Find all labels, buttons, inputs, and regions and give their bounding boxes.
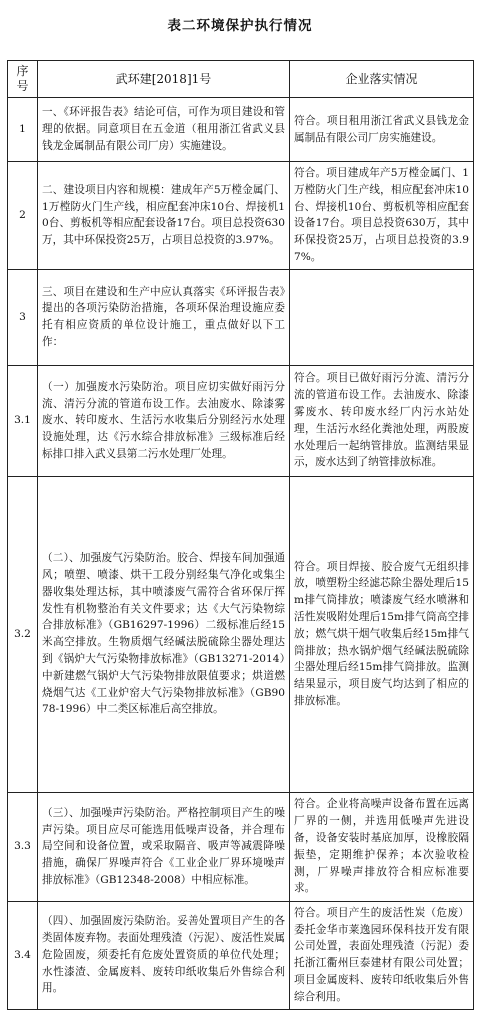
implementation-cell xyxy=(290,269,474,365)
environment-protection-table xyxy=(7,60,474,1010)
implementation-cell: 符合。项目已做好雨污分流、清污分流的管道布设工作。去油废水、除漆雾废水、转印废水经厂内污水站处理，生活污水经化粪池处理，两股废水处理后一起纳管排放。监测结果显示，废水达到了纳管排放标准。 xyxy=(290,365,474,476)
row-number: 3.1 xyxy=(8,365,38,476)
requirement-cell: （三）、加强噪声污染防治。严格控制项目产生的噪声污染。项目应尽可能选用低噪声设备，并合理布局空间和设备位置，或采取隔音、吸声等减震降噪措施，确保厂界噪声符合《工业企业厂界环境噪声排放标准》（GB12348-2008）中相应标准。 xyxy=(38,792,290,901)
requirement-cell: 三、项目在建设和生产中应认真落实《环评报告表》提出的各项污染防治措施，各项环保治理设施应委托有相应资质的单位设计施工，重点做好以下工作： xyxy=(38,269,290,365)
row-number: 3.4 xyxy=(8,901,38,1009)
requirement-cell: 二、建设项目内容和规模：建成年产5万樘金属门、1万樘防火门生产线，相应配套冲床10台、焊接机10台、剪板机等相应配套设备17台。项目总投资630万，其中环保投资25万，占项目总投资的3.97%。 xyxy=(38,162,290,270)
row-number: 3.3 xyxy=(8,792,38,901)
implementation-cell: 符合。项目建成年产5万樘金属门、1万樘防火门生产线，相应配套冲床10台、焊接机10台、剪板机等相应配套设备17台。项目总投资630万，其中环保投资25万，占项目总投资的3.97%。 xyxy=(290,162,474,270)
implementation-cell: 符合。项目焊接、胶合废气无组织排放，喷塑粉尘经滤芯除尘器处理后15m排气筒排放；喷漆废气经水喷淋和活性炭吸附处理后15m排气筒高空排放；燃气烘干烟气收集后经15m排气筒排放；热水锅炉烟气经碱法脱硫除尘器处理后经15m排气筒排放。监测结果显示，项目废气均达到了相应的排放标准。 xyxy=(290,476,474,792)
requirement-cell: （四）、加强固废污染防治。妥善处置项目产生的各类固体废弃物。表面处理残渣（污泥）、废活性炭属危险固废，须委托有危废处置资质的单位代处理；水性漆渣、金属废料、废转印纸收集后外售综合利用。 xyxy=(38,901,290,1009)
table-row xyxy=(8,792,474,901)
header-implementation: 企业落实情况 xyxy=(290,61,474,98)
table-row xyxy=(8,162,474,270)
table-row xyxy=(8,98,474,162)
table-row xyxy=(8,269,474,365)
header-requirement: 武环建[2018]1号 xyxy=(38,61,290,98)
requirement-cell: （一）加强废水污染防治。项目应切实做好雨污分流、清污分流的管道布设工作。去油废水、除漆雾废水、转印废水、生活污水收集后分别经污水处理设施处理，达《污水综合排放标准》三级标准后经标排口排入武义县第二污水处理厂处理。 xyxy=(38,365,290,476)
row-number: 2 xyxy=(8,162,38,270)
row-number: 3.2 xyxy=(8,476,38,792)
implementation-cell: 符合。企业将高噪声设备布置在远离厂界的一侧，并选用低噪声先进设备，设备安装时基底加厚，设橡胶隔振垫，定期维护保养；本次验收检测，厂界噪声排放符合相应标准要求。 xyxy=(290,792,474,901)
table-row xyxy=(8,476,474,792)
table-row xyxy=(8,901,474,1009)
requirement-cell: 一、《环评报告表》结论可信，可作为项目建设和管理的依据。同意项目在五金道（租用浙江省武义县钱龙金属制品有限公司厂房）实施建设。 xyxy=(38,98,290,162)
header-seq: 序号 xyxy=(8,61,38,98)
table-header-row xyxy=(8,61,474,98)
table-row xyxy=(8,365,474,476)
table-title: 表二环境保护执行情况 xyxy=(167,18,313,34)
row-number: 1 xyxy=(8,98,38,162)
row-number: 3 xyxy=(8,269,38,365)
implementation-cell: 符合。项目产生的废活性炭（危废）委托金华市莱逸园环保科技开发有限公司处置，表面处理残渣（污泥）委托浙江衢州巨泰建材有限公司处置；项目金属废料、废转印纸收集后外售综合利用。 xyxy=(290,901,474,1009)
implementation-cell: 符合。项目租用浙江省武义县钱龙金属制品有限公司厂房实施建设。 xyxy=(290,98,474,162)
requirement-cell: （二）、加强废气污染防治。胶合、焊接车间加强通风；喷塑、喷漆、烘干工段分别经集气净化或集尘器收集处理达标，其中喷漆废气需符合省环保厅挥发性有机物整治有关文件要求；达《大气污染物综合排放标准》（GB16297-1996）二级标准后经15米高空排放。生物质烟气经碱法脱硫除尘器处理达到《锅炉大气污染物排放标准》（GB13271-2014）中新建燃气锅炉大气污染物排放限值要求；烘道燃烧烟气达《工业炉窑大气污染物排放标准》（GB9078-1996）中二类区标准后高空排放。 xyxy=(38,476,290,792)
